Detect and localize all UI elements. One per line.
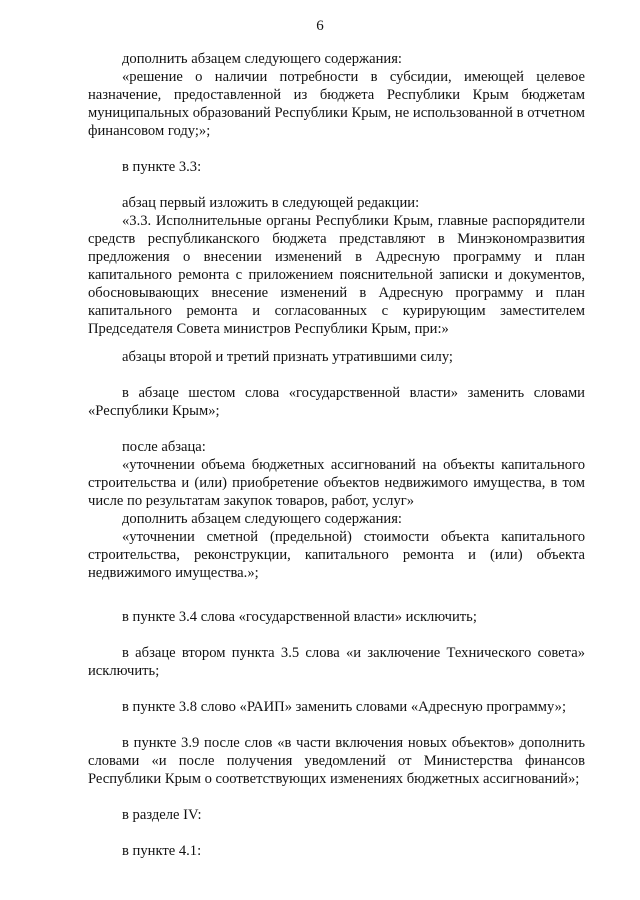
paragraph: дополнить абзацем следующего содержания: bbox=[122, 511, 402, 527]
paragraph: «уточнении объема бюджетных ассигнований на объекты капитального строительства и (или) приобретение объектов недвижимого имущества, в том числе по результатам закупок товаров, работ, услуг» bbox=[88, 457, 585, 509]
paragraph: в абзаце шестом слова «государственной власти» заменить словами «Республики Крым»; bbox=[88, 385, 585, 419]
paragraph: дополнить абзацем следующего содержания: bbox=[122, 51, 402, 67]
paragraph: в пункте 3.3: bbox=[122, 159, 202, 175]
paragraph: «решение о наличии потребности в субсидии, имеющей целевое назначение, предоставленной из бюджета Республики Крым бюджетам муниципальных образований Республики Крым, не использованной в отчетном финансовом году;»; bbox=[88, 69, 585, 139]
paragraph: в разделе IV: bbox=[122, 807, 202, 823]
paragraph: в пункте 4.1: bbox=[122, 843, 202, 859]
page-number: 6 bbox=[316, 18, 324, 34]
paragraph: «уточнении сметной (предельной) стоимости объекта капитального строительства, реконструкции, капитального ремонта и (или) объекта недвижимого имущества.»; bbox=[88, 529, 585, 581]
document-body bbox=[88, 50, 585, 860]
paragraph: в пункте 3.4 слова «государственной власти» исключить; bbox=[122, 609, 477, 625]
paragraph: абзацы второй и третий признать утратившими силу; bbox=[122, 349, 453, 365]
paragraph: «3.3. Исполнительные органы Республики Крым, главные распорядители средств республиканского бюджета представляют в Минэкономразвития предложения о внесении изменений в Адресную программу и план капитального ремонта с приложением пояснительной записки и документов, обосновывающих внесение изменений в Адресную программу и план капитального ремонта и согласованных с курирующим заместителем Председателя Совета министров Республики Крым, при:» bbox=[88, 213, 585, 337]
paragraph: абзац первый изложить в следующей редакции: bbox=[122, 195, 420, 211]
paragraph: после абзаца: bbox=[122, 439, 206, 455]
paragraph: в пункте 3.8 слово «РАИП» заменить словами «Адресную программу»; bbox=[122, 699, 567, 715]
paragraph: в абзаце втором пункта 3.5 слова «и заключение Технического совета» исключить; bbox=[88, 645, 585, 679]
paragraph: в пункте 3.9 после слов «в части включения новых объектов» дополнить словами «и после получения уведомлений от Министерства финансов Республики Крым о соответствующих изменениях бюджетных ассигнований»; bbox=[88, 735, 585, 787]
